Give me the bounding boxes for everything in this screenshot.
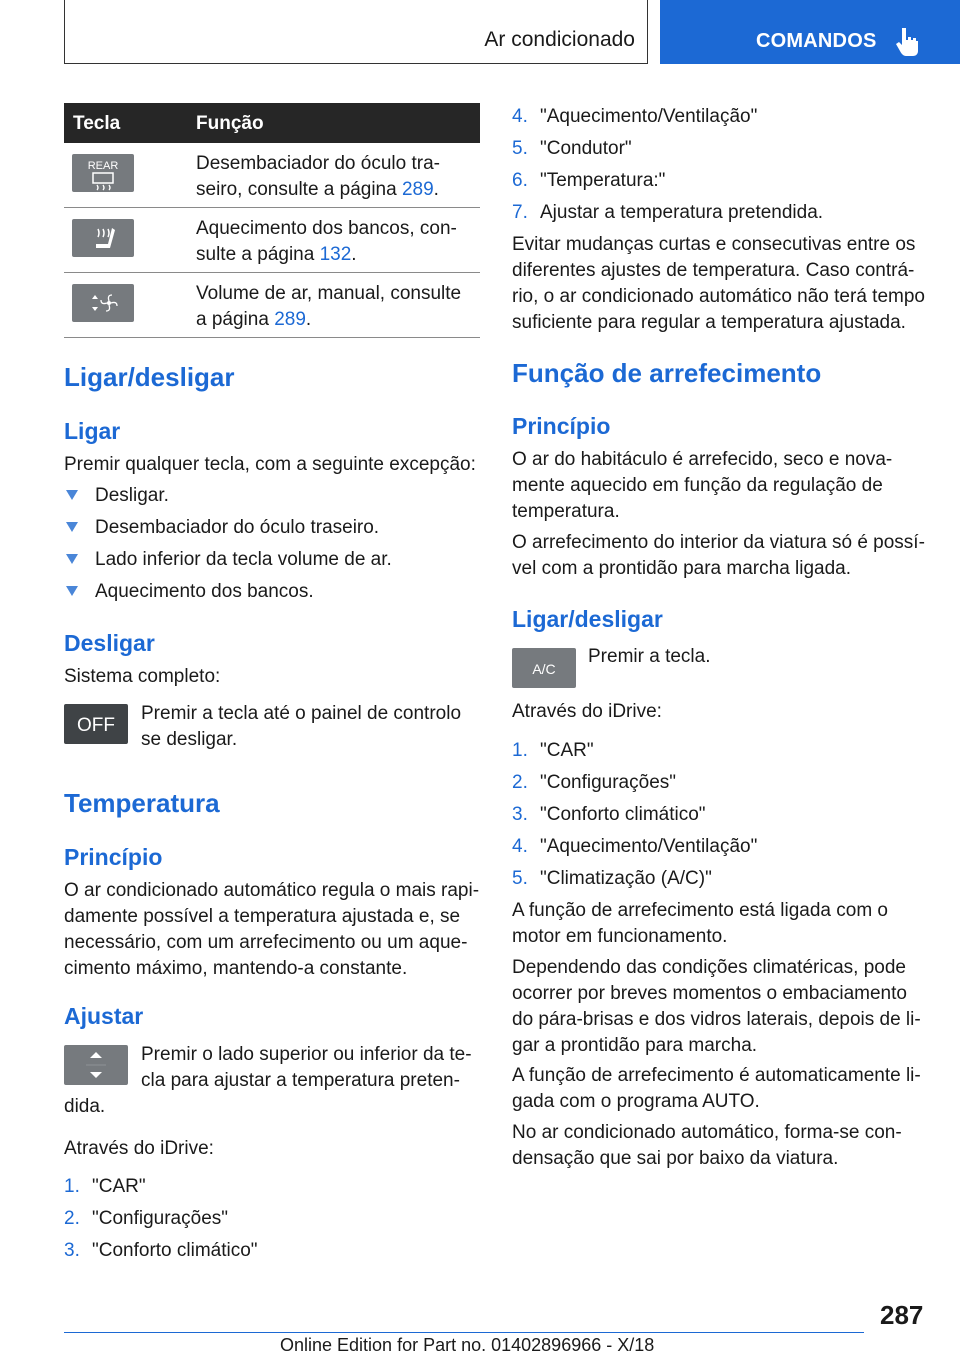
ac-button-icon <box>512 648 576 688</box>
ac-instruction: Premir a tecla. <box>588 646 711 667</box>
heading-funcao-arrefecimento: Função de arrefecimento <box>512 358 822 388</box>
page-link[interactable]: 289 <box>401 179 434 200</box>
row-description: Volume de ar, manual, consulte a página 289. <box>196 283 462 330</box>
heading-ligar-desligar: Ligar/desligar <box>64 362 235 392</box>
idrive-intro-right: Através do iDrive: <box>512 701 662 722</box>
footer-edition: Online Edition for Part no. 01402896966 - X/18 <box>280 1335 655 1355</box>
off-instructions: Premir a tecla até o painel de controlo se desligar. <box>141 703 462 750</box>
cooling-principle-1: O ar do habitáculo é arrefecido, seco e nova- mente aquecido em função da regulação de temperatura. <box>512 449 893 522</box>
ajustar-line: Premir o lado superior ou inferior da te- <box>141 1044 472 1065</box>
cooling-paragraph: A função de arrefecimento é automaticamente li- gada com o programa AUTO. <box>512 1065 921 1112</box>
heading-temperatura: Temperatura <box>64 788 220 818</box>
header-section-box <box>64 0 648 64</box>
table-header <box>64 103 480 143</box>
heading-principio-left: Princípio <box>64 844 163 870</box>
off-button-icon <box>64 704 128 744</box>
heading-ligar: Ligar <box>64 418 121 444</box>
ajustar-line: cla para ajustar a temperatura preten- <box>141 1070 460 1091</box>
col-header-key: Tecla <box>73 113 121 134</box>
svg-text:A/C: A/C <box>532 661 556 677</box>
desligar-intro: Sistema completo: <box>64 666 221 687</box>
pointing-hand-icon <box>896 26 922 56</box>
heading-ajustar: Ajustar <box>64 1003 144 1029</box>
col-header-function: Função <box>196 113 264 134</box>
table-row <box>64 273 480 338</box>
rear-defrost-key-icon <box>72 154 134 192</box>
cooling-paragraph: A função de arrefecimento está ligada com o motor em funcionamento. <box>512 900 889 947</box>
table-row <box>64 143 480 208</box>
chapter-label: COMANDOS <box>756 30 877 52</box>
keys-table <box>64 103 480 338</box>
svg-text:OFF: OFF <box>77 715 115 736</box>
section-title: Ar condicionado <box>484 28 635 51</box>
page-link[interactable]: 132 <box>319 244 352 265</box>
heading-principio-right: Princípio <box>512 413 611 439</box>
chapter-tab[interactable] <box>660 0 960 64</box>
row-description: Desembaciador do óculo tra- seiro, consulte a página 289. <box>196 153 440 200</box>
footer-divider <box>64 1332 864 1333</box>
page-number: 287 <box>880 1300 924 1330</box>
row-description: Aquecimento dos bancos, con- sulte a página 132. <box>196 218 457 265</box>
svg-text:REAR: REAR <box>87 160 119 172</box>
cooling-paragraph: No ar condicionado automático, forma-se con- densação que sai por baixo da viatura. <box>512 1122 902 1169</box>
idrive-intro-left: Através do iDrive: <box>64 1138 214 1159</box>
seat-heating-key-icon <box>72 219 134 257</box>
table-row <box>64 208 480 273</box>
heading-desligar: Desligar <box>64 630 155 656</box>
heading-ligar-desligar-right: Ligar/desligar <box>512 606 663 632</box>
temperature-note: Evitar mudanças curtas e consecutivas entre os diferentes ajustes de temperatura. Caso contrá- rio, o ar condicionado automático não terá tempo suficiente para regular a temperatura ajustada. <box>512 234 925 333</box>
cooling-principle-2: O arrefecimento do interior da viatura só é possí- vel com a prontidão para marcha ligada. <box>512 532 925 579</box>
cooling-paragraph: Dependendo das condições climatéricas, pode ocorrer por breves momentos o embaciamento do pára-brisas e dos vidros laterais, depois de li- gar a prontidão para marcha. <box>512 957 921 1056</box>
principio-paragraph: O ar condicionado automático regula o mais rapi- damente possível a temperatura ajustada e, se necessário, com um arrefecimento ou um aque- cimento máximo, mantendo-a constante. <box>64 880 480 979</box>
air-volume-key-icon <box>72 284 134 322</box>
page-link[interactable]: 289 <box>274 309 306 330</box>
temperature-rocker-icon <box>64 1045 128 1085</box>
ligar-intro: Premir qualquer tecla, com a seguinte excepção: <box>64 454 476 475</box>
ajustar-line: dida. <box>64 1096 106 1117</box>
